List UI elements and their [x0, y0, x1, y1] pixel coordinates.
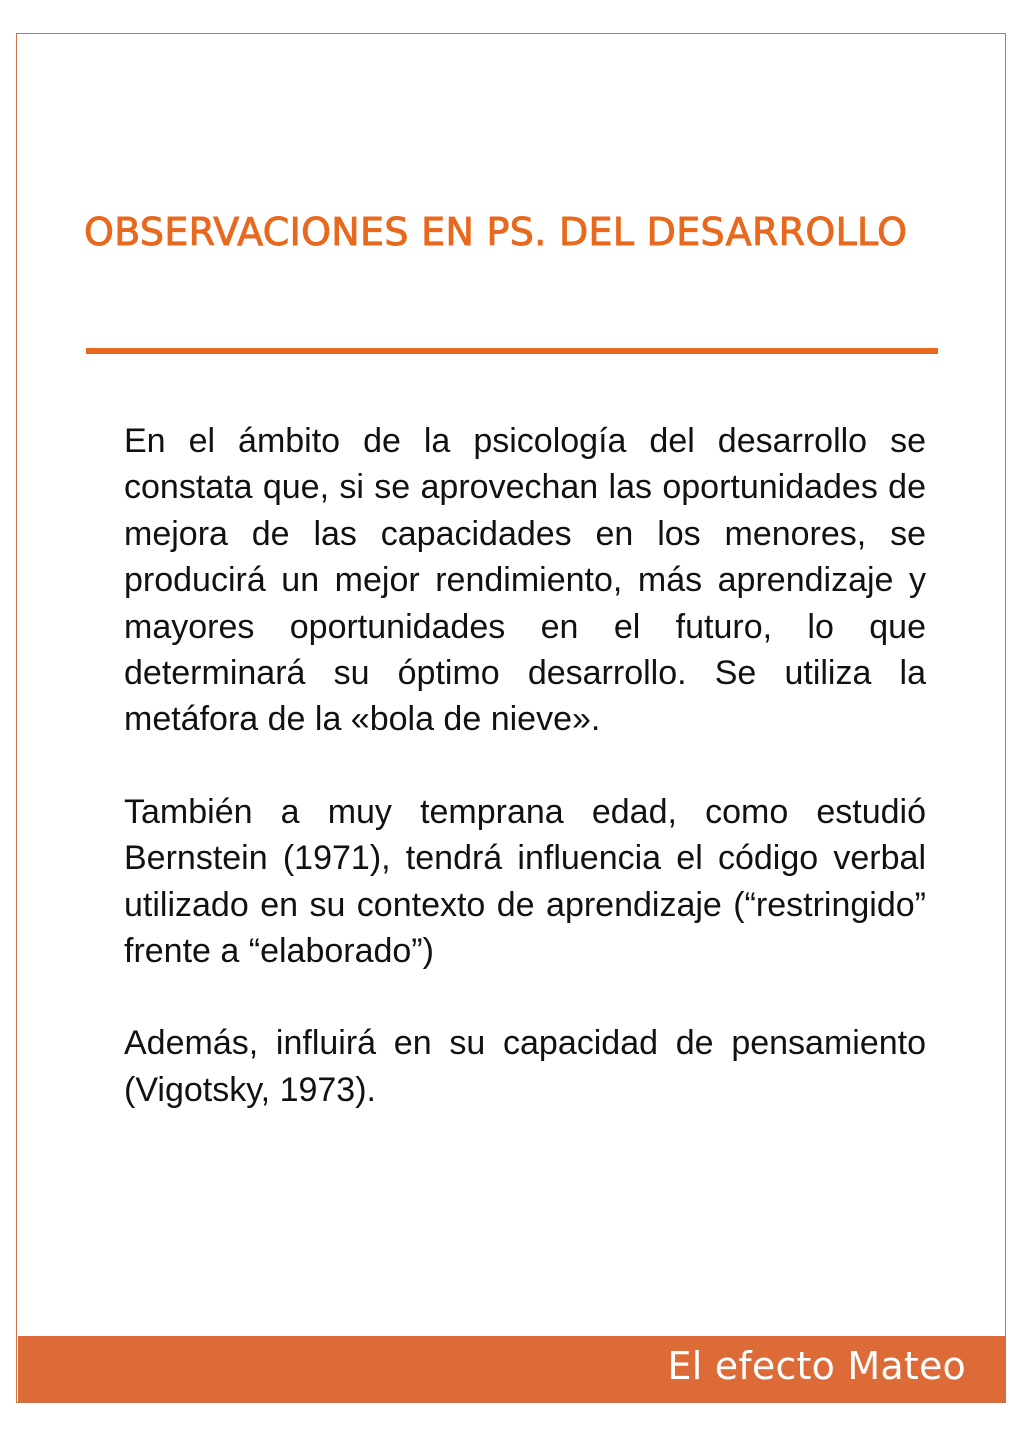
footer-label: El efecto Mateo	[667, 1344, 966, 1388]
paragraph-vigotsky: Además, influirá en su capacidad de pensamiento (Vigotsky, 1973).	[124, 1024, 926, 1109]
paragraph-bernstein: También a muy temprana edad, como estudió Bernstein (1971), tendrá influencia el código verbal utilizado en su contexto de aprendizaje (“restringido” frente a “elaborado”)	[124, 792, 926, 971]
slide-title: OBSERVACIONES EN PS. DEL DESARROLLO	[84, 210, 908, 254]
slide-body	[124, 418, 926, 1159]
paragraph-snowball: En el ámbito de la psicología del desarrollo se constata que, si se aprovechan las oportunidades de mejora de las capacidades en los menores, se producirá un mejor rendimiento, más aprendizaje y mayores oportunidades en el futuro, lo que determinará su óptimo desarrollo. Se utiliza la metáfora de la «bola de nieve».	[124, 422, 926, 739]
footer-band	[18, 1336, 1006, 1402]
title-underline	[86, 348, 938, 354]
